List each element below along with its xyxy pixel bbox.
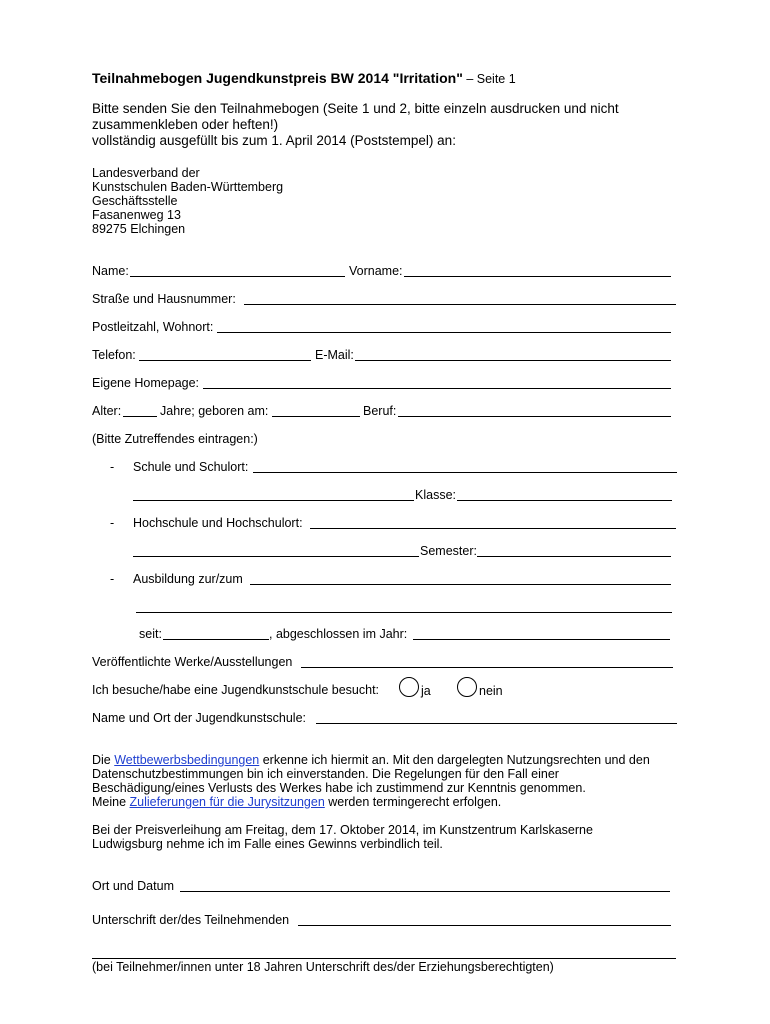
seit-field[interactable] xyxy=(163,639,269,640)
jks-name-label: Name und Ort der Jugendkunstschule: xyxy=(92,711,307,725)
abgeschlossen-field[interactable] xyxy=(413,639,670,640)
vorname-label: Vorname: xyxy=(349,264,403,278)
name-field[interactable] xyxy=(130,276,345,277)
strasse-field[interactable] xyxy=(244,304,676,305)
strasse-label: Straße und Hausnummer: xyxy=(92,292,236,306)
klasse-label: Klasse: xyxy=(415,488,456,502)
radio-nein[interactable] xyxy=(457,677,477,697)
ausbildung-field[interactable] xyxy=(250,584,671,585)
ausbildung-field-2[interactable] xyxy=(136,612,672,613)
werke-field[interactable] xyxy=(301,667,673,668)
form-title xyxy=(92,70,516,86)
wettbewerbsbedingungen-link[interactable]: Wettbewerbsbedingungen xyxy=(114,753,260,767)
vorname-field[interactable] xyxy=(404,276,671,277)
telefon-label: Telefon: xyxy=(92,348,136,362)
klasse-field[interactable] xyxy=(457,500,672,501)
address-line-3: Geschäftsstelle xyxy=(92,194,178,208)
jks-name-field[interactable] xyxy=(316,723,677,724)
unterschrift-field[interactable] xyxy=(298,925,671,926)
werke-label: Veröffentlichte Werke/Ausstellungen xyxy=(92,655,293,669)
ort-datum-label: Ort und Datum xyxy=(92,879,174,893)
intro-line-2: zusammenkleben oder heften!) xyxy=(92,117,279,132)
dash: - xyxy=(110,460,115,474)
terms-text-1a: Die xyxy=(92,753,115,767)
plz-field[interactable] xyxy=(217,332,671,333)
homepage-field[interactable] xyxy=(203,388,671,389)
hochschule-field-2[interactable] xyxy=(133,556,419,557)
address-line-1: Landesverband der xyxy=(92,166,200,180)
geboren-label: Jahre; geboren am: xyxy=(160,404,269,418)
page-label: – Seite 1 xyxy=(462,72,516,86)
name-label: Name: xyxy=(92,264,129,278)
terms-text-4b: werden termingerecht erfolgen. xyxy=(324,795,502,809)
email-label: E-Mail: xyxy=(315,348,354,362)
beruf-field[interactable] xyxy=(398,416,671,417)
address-line-5: 89275 Elchingen xyxy=(92,222,186,236)
email-field[interactable] xyxy=(355,360,671,361)
ja-label: ja xyxy=(421,684,431,698)
nein-label: nein xyxy=(479,684,503,698)
besuche-label: Ich besuche/habe eine Jugendkunstschule besucht: xyxy=(92,683,380,697)
address-line-4: Fasanenweg 13 xyxy=(92,208,181,222)
dash: - xyxy=(110,572,115,586)
award-line-2: Ludwigsburg nehme ich im Falle eines Gewinns verbindlich teil. xyxy=(92,837,443,851)
terms-text-1b: erkenne ich hiermit an. Mit den dargelegten Nutzungsrechten und den xyxy=(259,753,650,767)
address-line-2: Kunstschulen Baden-Württemberg xyxy=(92,180,284,194)
hochschule-field[interactable] xyxy=(310,528,676,529)
schule-label: Schule und Schulort: xyxy=(133,460,249,474)
beruf-label: Beruf: xyxy=(363,404,397,418)
terms-line-2: Datenschutzbestimmungen bin ich einverstanden. Die Regelungen für den Fall einer xyxy=(92,767,559,781)
geboren-field[interactable] xyxy=(272,416,360,417)
alter-field[interactable] xyxy=(123,416,157,417)
telefon-field[interactable] xyxy=(139,360,311,361)
terms-line-4 xyxy=(92,795,501,809)
ort-datum-field[interactable] xyxy=(180,891,670,892)
dash: - xyxy=(110,516,115,530)
nein-option[interactable] xyxy=(457,677,503,697)
zulieferungen-link[interactable]: Zulieferungen für die Jurysitzungen xyxy=(129,795,325,809)
instruction-text: (Bitte Zutreffendes eintragen:) xyxy=(92,432,258,446)
form-title-text: Teilnahmebogen Jugendkunstpreis BW 2014 "Irritation" xyxy=(92,70,463,86)
schule-field-2[interactable] xyxy=(133,500,414,501)
seit-label: seit: xyxy=(139,627,162,641)
intro-line-1: Bitte senden Sie den Teilnahmebogen (Seite 1 und 2, bitte einzeln ausdrucken und nicht xyxy=(92,101,619,116)
homepage-label: Eigene Homepage: xyxy=(92,376,200,390)
award-line-1: Bei der Preisverleihung am Freitag, dem 17. Oktober 2014, im Kunstzentrum Karlskaserne xyxy=(92,823,593,837)
alter-label: Alter: xyxy=(92,404,122,418)
plz-label: Postleitzahl, Wohnort: xyxy=(92,320,214,334)
terms-line-3: Beschädigung/eines Verlusts des Werkes habe ich zustimmend zur Kenntnis genommen. xyxy=(92,781,586,795)
semester-field[interactable] xyxy=(477,556,671,557)
hochschule-label: Hochschule und Hochschulort: xyxy=(133,516,303,530)
semester-label: Semester: xyxy=(420,544,477,558)
guardian-note: (bei Teilnehmer/innen unter 18 Jahren Unterschrift des/der Erziehungsberechtigten) xyxy=(92,960,554,974)
guardian-signature-field[interactable] xyxy=(92,958,676,959)
radio-ja[interactable] xyxy=(399,677,419,697)
schule-field[interactable] xyxy=(253,472,677,473)
unterschrift-label: Unterschrift der/des Teilnehmenden xyxy=(92,913,290,927)
abgeschlossen-label: , abgeschlossen im Jahr: xyxy=(269,627,408,641)
intro-deadline: vollständig ausgefüllt bis zum 1. April 2014 (Poststempel) an: xyxy=(92,133,456,148)
ausbildung-label: Ausbildung zur/zum xyxy=(133,572,243,586)
terms-text-4a: Meine xyxy=(92,795,130,809)
terms-line-1 xyxy=(92,753,650,767)
ja-option[interactable] xyxy=(399,677,431,697)
